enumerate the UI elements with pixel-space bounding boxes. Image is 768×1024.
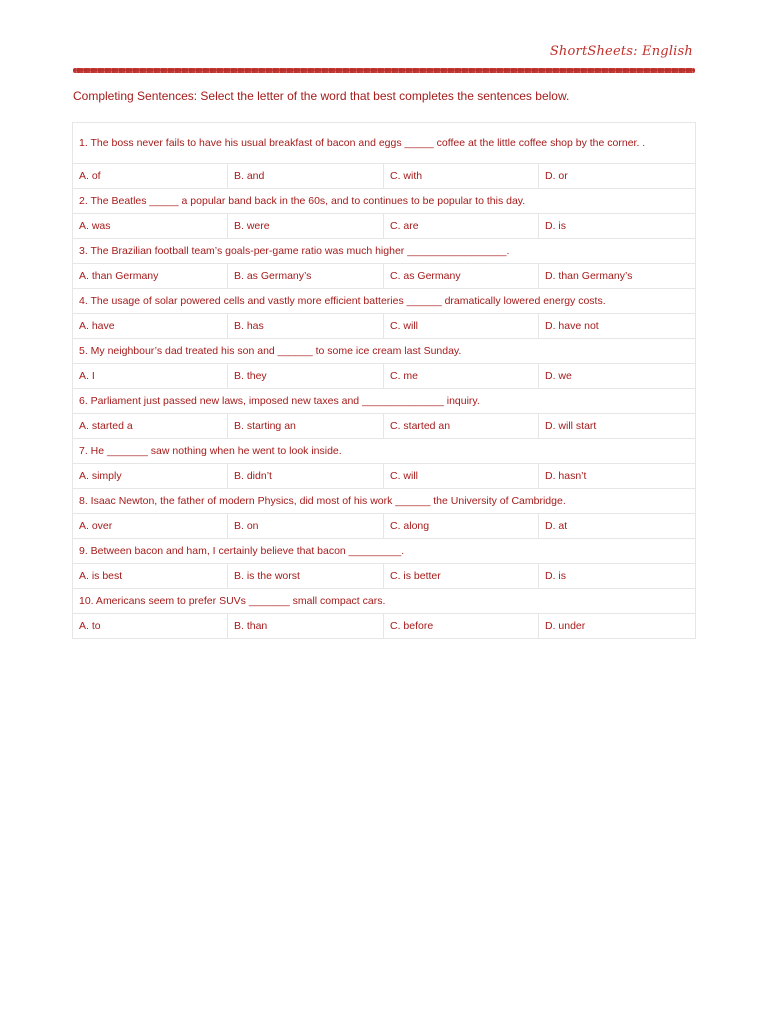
options-row-2	[73, 214, 696, 239]
question-row-2	[73, 189, 696, 214]
options-row-10	[73, 614, 696, 639]
brand-title: ShortSheets: English	[549, 44, 693, 59]
option-c[interactable]: C. before	[384, 614, 539, 639]
option-c[interactable]: C. will	[384, 314, 539, 339]
question-text: 7. He _______ saw nothing when he went to look inside.	[73, 439, 696, 464]
question-row-1	[73, 123, 696, 164]
options-row-3	[73, 264, 696, 289]
option-c[interactable]: C. started an	[384, 414, 539, 439]
options-row-9	[73, 564, 696, 589]
option-a[interactable]: A. over	[73, 514, 228, 539]
options-row-4	[73, 314, 696, 339]
option-b[interactable]: B. starting an	[228, 414, 384, 439]
question-text: 1. The boss never fails to have his usual breakfast of bacon and eggs _____ coffee at the little coffee shop by the corner. .	[73, 123, 696, 164]
question-text: 8. Isaac Newton, the father of modern Physics, did most of his work ______ the University of Cambridge.	[73, 489, 696, 514]
option-d[interactable]: D. at	[539, 514, 696, 539]
question-row-9	[73, 539, 696, 564]
question-text: 2. The Beatles _____ a popular band back in the 60s, and to continues to be popular to this day.	[73, 189, 696, 214]
question-row-4	[73, 289, 696, 314]
option-b[interactable]: B. and	[228, 164, 384, 189]
question-table	[72, 122, 696, 639]
option-b[interactable]: B. as Germany’s	[228, 264, 384, 289]
options-row-1	[73, 164, 696, 189]
option-c[interactable]: C. me	[384, 364, 539, 389]
option-d[interactable]: D. will start	[539, 414, 696, 439]
option-b[interactable]: B. they	[228, 364, 384, 389]
option-d[interactable]: D. we	[539, 364, 696, 389]
option-d[interactable]: D. have not	[539, 314, 696, 339]
option-a[interactable]: A. to	[73, 614, 228, 639]
option-d[interactable]: D. or	[539, 164, 696, 189]
option-b[interactable]: B. on	[228, 514, 384, 539]
option-d[interactable]: D. is	[539, 564, 696, 589]
option-d[interactable]: D. under	[539, 614, 696, 639]
question-text: 10. Americans seem to prefer SUVs _______ small compact cars.	[73, 589, 696, 614]
question-text: 5. My neighbour’s dad treated his son and ______ to some ice cream last Sunday.	[73, 339, 696, 364]
option-a[interactable]: A. than Germany	[73, 264, 228, 289]
option-d[interactable]: D. is	[539, 214, 696, 239]
options-row-6	[73, 414, 696, 439]
question-row-8	[73, 489, 696, 514]
question-row-10	[73, 589, 696, 614]
option-a[interactable]: A. is best	[73, 564, 228, 589]
option-d[interactable]: D. than Germany’s	[539, 264, 696, 289]
option-c[interactable]: C. is better	[384, 564, 539, 589]
option-b[interactable]: B. than	[228, 614, 384, 639]
option-a[interactable]: A. started a	[73, 414, 228, 439]
option-a[interactable]: A. of	[73, 164, 228, 189]
options-row-5	[73, 364, 696, 389]
header-divider	[73, 68, 695, 73]
option-b[interactable]: B. were	[228, 214, 384, 239]
options-row-8	[73, 514, 696, 539]
question-text: 4. The usage of solar powered cells and vastly more efficient batteries ______ dramatically lowered energy costs.	[73, 289, 696, 314]
option-b[interactable]: B. didn’t	[228, 464, 384, 489]
question-row-3	[73, 239, 696, 264]
option-a[interactable]: A. have	[73, 314, 228, 339]
option-a[interactable]: A. simply	[73, 464, 228, 489]
option-a[interactable]: A. I	[73, 364, 228, 389]
option-b[interactable]: B. has	[228, 314, 384, 339]
question-row-6	[73, 389, 696, 414]
question-row-5	[73, 339, 696, 364]
question-text: 9. Between bacon and ham, I certainly believe that bacon _________.	[73, 539, 696, 564]
option-b[interactable]: B. is the worst	[228, 564, 384, 589]
options-row-7	[73, 464, 696, 489]
question-text: 3. The Brazilian football team’s goals-per-game ratio was much higher _________________.	[73, 239, 696, 264]
question-text: 6. Parliament just passed new laws, imposed new taxes and ______________ inquiry.	[73, 389, 696, 414]
option-a[interactable]: A. was	[73, 214, 228, 239]
option-c[interactable]: C. along	[384, 514, 539, 539]
option-c[interactable]: C. as Germany	[384, 264, 539, 289]
option-d[interactable]: D. hasn’t	[539, 464, 696, 489]
option-c[interactable]: C. with	[384, 164, 539, 189]
question-row-7	[73, 439, 696, 464]
option-c[interactable]: C. will	[384, 464, 539, 489]
instructions: Completing Sentences: Select the letter of the word that best completes the sentences below.	[73, 89, 570, 103]
option-c[interactable]: C. are	[384, 214, 539, 239]
